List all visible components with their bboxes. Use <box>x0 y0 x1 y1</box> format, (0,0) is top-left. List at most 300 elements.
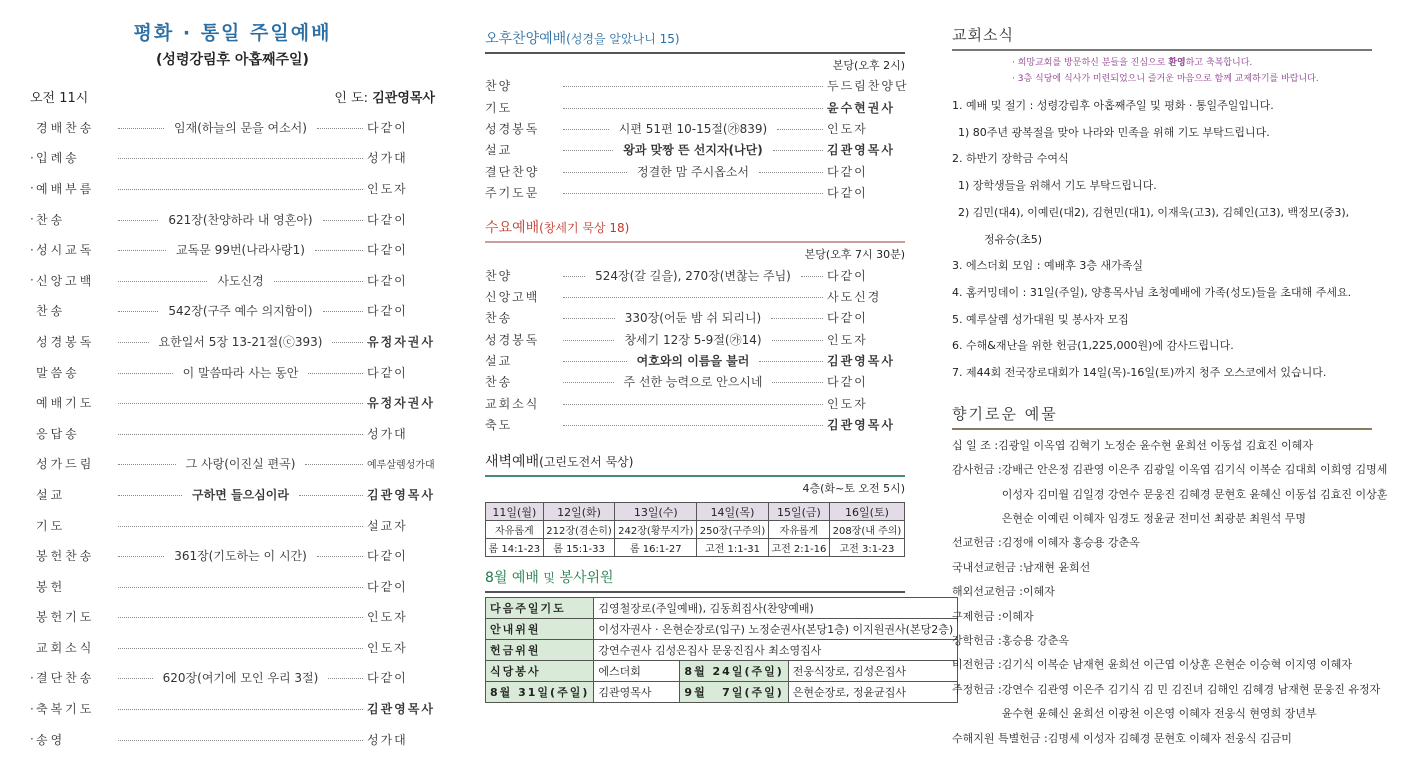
row-item: 621장(찬양하라 내 영혼아) <box>168 212 313 227</box>
offering-type: 비전헌금 : <box>952 658 1002 672</box>
sunday-service-column <box>30 0 435 776</box>
offering-names <box>1002 531 1140 555</box>
offering-row <box>952 678 1381 727</box>
row-label: 신앙고백 <box>485 289 540 304</box>
row-label: 예배기도 <box>36 396 95 411</box>
service-time-row <box>30 87 435 106</box>
news-item: 2. 하반기 장학금 수여식 <box>952 152 1069 166</box>
row-label: 교회소식 <box>36 640 95 655</box>
offering-type: 수해지원 특별헌금 : <box>952 731 1048 745</box>
volunteer-names: 강연수권사 김성은집사 문웅진집사 최소영집사 <box>594 640 958 661</box>
welcome-note <box>1012 55 1372 71</box>
offering-type: 감사헌금 : <box>952 463 1002 477</box>
dawn-service-header <box>485 451 905 477</box>
row-person: 다같이 <box>367 671 408 686</box>
row-person: 인도자 <box>827 121 868 136</box>
dawn-cell: 212장(겸손히) <box>543 521 615 539</box>
row-label: 찬양 <box>485 268 513 283</box>
row-item: 정결한 맘 주시옵소서 <box>637 164 749 179</box>
row-person: 성가대 <box>367 732 408 747</box>
row-person: 다같이 <box>827 311 868 326</box>
row-person: 다같이 <box>367 273 408 288</box>
row-item: 시편 51편 10-15절(㉮839) <box>618 121 768 136</box>
leader-dots <box>328 678 363 679</box>
row-label: 찬송 <box>36 304 66 319</box>
row-person: 인도자 <box>367 610 408 625</box>
page-subtitle: (성령강림후 아홉째주일) <box>156 52 309 68</box>
leader-dots <box>773 150 823 151</box>
volunteer-names: 김영철장로(주일예배), 김동희집사(찬양예배) <box>594 598 958 619</box>
row-label: 말씀송 <box>36 365 80 380</box>
volunteer-names: 이성자권사 · 은현순장로(입구) 노정순권사(본당1층) 이지원권사(본당2층) <box>594 619 958 640</box>
row-item: 이 말씀따라 사는 동안 <box>182 365 299 380</box>
row-bullet: · <box>30 701 34 716</box>
note1-b: 환영 <box>1168 58 1186 68</box>
dawn-title: 새벽예배 <box>485 454 540 471</box>
row-label: 성경봉독 <box>485 332 540 347</box>
order-row <box>485 307 905 328</box>
row-label: 응답송 <box>36 426 80 441</box>
order-row <box>30 234 435 265</box>
news-item: 4. 홈커밍데이 : 31일(주일), 양흥목사님 초청예배에 가족(성도)들을 초대해 주세요. <box>952 285 1352 299</box>
row-person: 다같이 <box>367 549 408 564</box>
dawn-cell: 13일(수) <box>615 503 697 521</box>
row-item: 361장(기도하는 이 시간) <box>174 549 307 564</box>
row-label: 입례송 <box>36 151 80 166</box>
offering-names <box>998 434 1313 458</box>
wednesday-service-header <box>485 217 905 243</box>
row-label: 축복기도 <box>36 702 95 717</box>
volunteer-row <box>486 640 958 661</box>
order-row <box>30 326 435 357</box>
offering-line: 김기식 이복순 남재현 윤희선 이근엽 이상훈 은현순 이승혁 이지영 이혜자 <box>1001 658 1352 672</box>
offering-names <box>1002 458 1388 531</box>
order-row <box>485 393 905 414</box>
row-label: 찬송 <box>485 311 513 326</box>
row-label: 기도 <box>485 100 513 115</box>
row-label: 성경봉독 <box>485 121 540 136</box>
leader-dots <box>563 340 614 341</box>
dawn-schedule-table <box>485 502 905 557</box>
kitchen-row <box>486 661 958 682</box>
leader-dots <box>308 373 363 374</box>
order-row <box>485 350 905 371</box>
august-volunteers-header <box>485 567 905 593</box>
leader-dots <box>118 709 363 710</box>
leader-dots <box>118 648 363 649</box>
kitchen-role: 식당봉사 <box>486 661 594 682</box>
row-label: 축도 <box>485 418 513 433</box>
leader-dots <box>563 86 823 87</box>
meal-note: · 3층 식당에 식사가 미련되었으니 즐거운 마음으로 함께 교제하기를 바랍니다. <box>1012 74 1319 84</box>
row-label: 경배찬송 <box>36 120 95 135</box>
row-bullet: · <box>30 242 34 257</box>
row-person: 다같이 <box>827 164 868 179</box>
leader-dots <box>305 464 363 465</box>
leader-dots <box>118 220 158 221</box>
news-item: 1. 예배 및 절기 : 성령강림후 아홉째주일 및 평화 · 통일주일입니다. <box>952 99 1274 112</box>
offering-type: 장학헌금 : <box>952 633 1002 647</box>
row-label: 결단찬양 <box>485 164 540 179</box>
offering-line: 김정애 이혜자 홍승용 강춘옥 <box>1001 536 1140 550</box>
dawn-cell: 16일(토) <box>829 503 904 521</box>
leader-dots <box>563 361 627 362</box>
service-leader <box>334 87 435 106</box>
leader-dots <box>563 150 613 151</box>
row-person: 김관영목사 <box>367 487 435 502</box>
offerings-list <box>952 434 1388 751</box>
order-row <box>485 118 905 139</box>
row-person: 두드림찬양단 <box>827 79 909 94</box>
order-row <box>30 357 435 388</box>
row-bullet: · <box>30 732 34 747</box>
row-item: 교독문 99번(나라사랑1) <box>176 243 305 258</box>
dawn-cell: 250장(구주의) <box>697 521 769 539</box>
leader-dots <box>759 361 823 362</box>
leader-dots <box>317 128 363 129</box>
afternoon-place: 본당(오후 2시) <box>832 59 905 72</box>
offering-names <box>1023 556 1090 580</box>
row-person: 다같이 <box>827 186 868 201</box>
row-person: 인도자 <box>367 181 408 196</box>
offering-type: 주정헌금 : <box>952 682 1002 696</box>
order-row <box>485 329 905 350</box>
kitchen-row <box>486 682 958 703</box>
order-row <box>30 540 435 571</box>
row-person: 다같이 <box>367 243 408 258</box>
dawn-cell: 롬 15:1-33 <box>543 539 615 557</box>
order-row <box>30 112 435 143</box>
news-item: 3. 에스더회 모임 : 예배후 3층 새가족실 <box>952 259 1143 273</box>
note1-c: 하고 축복합니다. <box>1185 58 1253 68</box>
afternoon-title: 오후찬양예배 <box>485 31 567 47</box>
row-person: 성가대 <box>367 151 408 166</box>
row-item: 주 선한 능력으로 안으시네 <box>623 375 763 390</box>
order-row <box>485 139 905 160</box>
dawn-cell: 15일(금) <box>768 503 829 521</box>
row-person: 유정자권사 <box>367 334 435 349</box>
row-label: 찬양 <box>485 79 513 94</box>
row-person: 김관영목사 <box>827 418 895 433</box>
page-title: 평화 · 통일 주일예배 <box>133 22 332 44</box>
offering-line: 강배근 안은정 김관영 이은주 김광일 이옥엽 김기식 이복순 김대희 이희영 김명세 <box>1001 463 1388 477</box>
row-item: 창세기 12장 5-9절(㉮14) <box>624 332 762 347</box>
row-label: 교회소식 <box>485 396 540 411</box>
order-row <box>30 571 435 602</box>
row-bullet: · <box>30 273 34 288</box>
offering-line: 강연수 김관영 이은주 김기식 김 민 김진녀 김해인 김혜경 남재현 문웅진 유정자 <box>1001 682 1381 696</box>
leader-dots <box>118 434 363 435</box>
leader-dots <box>772 382 823 383</box>
order-row <box>30 693 435 724</box>
dawn-subtitle: (고린도전서 묵상) <box>539 455 634 470</box>
row-person: 다같이 <box>367 579 408 594</box>
august-title-end: 봉사위원 <box>559 570 614 587</box>
order-row <box>485 371 905 392</box>
row-bullet: · <box>30 150 34 165</box>
offering-line: 김명세 이성자 김혜경 문현호 이혜자 전웅식 김금미 <box>1047 731 1292 745</box>
row-person: 다같이 <box>827 375 868 390</box>
offering-type: 국내선교헌금 : <box>952 560 1023 574</box>
wednesday-order <box>485 264 905 435</box>
news-item: 5. 예루살렘 성가대원 및 봉사자 모집 <box>952 312 1129 326</box>
row-person: 예루살렘성가대 <box>367 460 435 472</box>
row-person: 인도자 <box>827 332 868 347</box>
kitchen-names: 은현순장로, 정윤균집사 <box>788 682 957 703</box>
leader-dots <box>563 108 823 109</box>
leader-dots <box>118 740 363 741</box>
order-row <box>30 204 435 235</box>
leader-name: 김관영목사 <box>372 91 435 106</box>
volunteer-row <box>486 619 958 640</box>
offering-row <box>952 434 1372 458</box>
row-person: 유정자권사 <box>367 396 435 411</box>
offering-row <box>952 727 1372 751</box>
leader-dots <box>563 172 627 173</box>
offering-names <box>1002 605 1034 629</box>
order-row <box>485 264 905 285</box>
row-item: 임재(하늘의 문을 여소서) <box>174 120 307 135</box>
service-time: 오전 11시 <box>30 91 89 106</box>
other-services-column <box>485 0 954 776</box>
leader-dots <box>118 495 182 496</box>
row-label: 송영 <box>36 732 66 747</box>
offering-names <box>1048 727 1292 751</box>
row-label: 결단찬송 <box>36 671 95 686</box>
leader-dots <box>563 425 823 426</box>
leader-dots <box>563 318 615 319</box>
offering-names <box>1002 629 1069 653</box>
leader-dots <box>118 617 363 618</box>
volunteers-table <box>485 597 958 703</box>
order-row <box>30 602 435 633</box>
leader-dots <box>323 220 363 221</box>
dawn-cell: 롬 16:1-27 <box>615 539 697 557</box>
offering-line: 윤수현 윤혜신 윤희선 이광천 이은영 이혜자 전웅식 현영희 장년부 <box>1001 707 1317 721</box>
leader-dots <box>315 250 363 251</box>
dawn-row-songs <box>486 521 905 539</box>
welcome-notes <box>1012 55 1372 87</box>
offering-names <box>1023 580 1055 604</box>
row-bullet: · <box>30 670 34 685</box>
row-label: 성시교독 <box>36 243 95 258</box>
wednesday-subtitle: (창세기 묵상 18) <box>539 221 630 236</box>
row-item: 왕과 맞짱 뜬 선지자(나단) <box>623 143 763 158</box>
afternoon-order <box>485 75 909 203</box>
order-row <box>30 418 435 449</box>
row-person: 인도자 <box>367 640 408 655</box>
dawn-cell: 12일(화) <box>543 503 615 521</box>
offering-row <box>952 580 1372 604</box>
offering-type: 십 일 조 : <box>952 438 999 452</box>
leader-dots <box>118 342 149 343</box>
dawn-cell: 고전 2:1-16 <box>768 539 829 557</box>
leader-label: 인 도: <box>334 91 369 106</box>
dawn-cell: 14일(목) <box>697 503 769 521</box>
offering-line: 이성자 김미월 김일경 강연수 문웅진 김혜경 문현호 윤혜신 이동섭 김효진 이상훈 <box>1001 487 1388 501</box>
dawn-cell: 고전 1:1-31 <box>697 539 769 557</box>
news-item: 1) 80주년 광복절을 맞아 나라와 민족을 위해 기도 부탁드립니다. <box>958 125 1270 139</box>
row-item: 524장(갈 길을), 270장(변찮는 주님) <box>595 268 791 283</box>
wednesday-place: 본당(오후 7시 30분) <box>804 248 905 262</box>
order-of-worship <box>30 112 435 754</box>
leader-dots <box>299 495 363 496</box>
offering-row <box>952 629 1372 653</box>
order-row <box>30 510 435 541</box>
order-row <box>485 286 905 307</box>
august-title: 8월 예배 <box>485 570 539 587</box>
order-row <box>30 632 435 663</box>
leader-dots <box>563 193 823 194</box>
leader-dots <box>274 281 363 282</box>
leader-dots <box>118 403 363 404</box>
offering-line: 남재현 윤희선 <box>1022 560 1091 574</box>
row-label: 예배부름 <box>36 181 95 196</box>
note1-a: · 희망교회를 방문하신 분들을 진심으로 <box>1012 58 1169 68</box>
row-label: 설교 <box>485 143 513 158</box>
row-person: 사도신경 <box>827 289 882 304</box>
leader-dots <box>118 128 164 129</box>
offering-type: 해외선교헌금 : <box>952 585 1023 599</box>
order-row <box>30 296 435 327</box>
order-row <box>485 182 905 203</box>
volunteer-role: 헌금위원 <box>486 640 594 661</box>
dawn-cell: 242장(황무지가) <box>615 521 697 539</box>
church-news-title: 교회소식 <box>952 24 1372 51</box>
row-label: 봉헌기도 <box>36 610 95 625</box>
row-item: 620장(여기에 모인 우리 3절) <box>162 671 319 686</box>
leader-dots <box>118 373 173 374</box>
leader-dots <box>563 276 585 277</box>
row-label: 봉헌찬송 <box>36 549 95 564</box>
offering-line: 이혜자 <box>1001 609 1034 623</box>
order-row <box>30 479 435 510</box>
order-row <box>30 143 435 174</box>
kitchen-date: 8월 31일(주일) <box>486 682 594 703</box>
order-row <box>485 75 909 96</box>
offering-line: 은현순 이예린 이혜자 임경도 정윤균 전미선 최광분 최원석 무명 <box>1001 511 1306 525</box>
volunteer-row <box>486 598 958 619</box>
row-label: 봉헌 <box>36 579 66 594</box>
offering-type: 구제헌금 : <box>952 609 1002 623</box>
wednesday-title: 수요예배 <box>485 220 540 237</box>
order-row <box>485 414 905 435</box>
afternoon-service-header <box>485 28 905 54</box>
order-row <box>30 173 435 204</box>
row-item: 여호와의 이름을 불러 <box>636 354 750 369</box>
church-news-column <box>952 0 1388 776</box>
dawn-cell: 자유롭게 <box>768 521 829 539</box>
offering-names <box>1002 678 1381 727</box>
row-item: 구하면 들으심이라 <box>192 487 289 502</box>
dawn-cell: 자유롭게 <box>486 521 544 539</box>
row-person: 다같이 <box>827 268 868 283</box>
row-item: 그 사랑(이진실 편곡) <box>185 457 296 472</box>
row-person: 다같이 <box>367 120 408 135</box>
leader-dots <box>118 556 164 557</box>
leader-dots <box>332 342 363 343</box>
order-row <box>485 96 905 117</box>
offering-line: 홍승용 강춘옥 <box>1001 633 1069 647</box>
offering-row <box>952 605 1372 629</box>
leader-dots <box>118 311 158 312</box>
order-row <box>485 161 905 182</box>
leader-dots <box>118 526 363 527</box>
news-item: 정유승(초5) <box>984 232 1043 246</box>
offering-row <box>952 531 1372 555</box>
offering-type: 선교헌금 : <box>952 536 1002 550</box>
row-person: 다같이 <box>367 212 408 227</box>
dawn-cell: 208장(내 주의) <box>829 521 904 539</box>
row-bullet: · <box>30 212 34 227</box>
kitchen-names: 에스더회 <box>594 661 680 682</box>
row-person: 성가대 <box>367 426 408 441</box>
kitchen-names: 김관영목사 <box>594 682 680 703</box>
row-item: 330장(어둔 밤 쉬 되리니) <box>624 311 762 326</box>
leader-dots <box>118 250 166 251</box>
row-item: 사도신경 <box>217 273 264 288</box>
news-items <box>952 93 1372 387</box>
leader-dots <box>317 556 363 557</box>
order-row <box>30 663 435 694</box>
news-item: 7. 제44회 전국장로대회가 14일(목)-16일(토)까지 청주 오스코에서 있습니다. <box>952 366 1327 380</box>
row-person: 설교자 <box>367 518 408 533</box>
leader-dots <box>118 464 176 465</box>
leader-dots <box>563 297 823 298</box>
row-label: 찬송 <box>36 212 66 227</box>
kitchen-date: 8월 24일(주일) <box>680 661 788 682</box>
row-person: 다같이 <box>367 365 408 380</box>
offering-names <box>1002 653 1352 677</box>
leader-dots <box>118 189 363 190</box>
dawn-cell: 롬 14:1-23 <box>486 539 544 557</box>
row-person: 윤수현권사 <box>827 100 895 115</box>
row-person: 김관영목사 <box>827 143 895 158</box>
order-row <box>30 387 435 418</box>
leader-dots <box>801 276 823 277</box>
offerings-title: 향기로운 예물 <box>952 403 1372 430</box>
news-item: 6. 수해&재난을 위한 헌금(1,225,000원)에 감사드립니다. <box>952 339 1234 353</box>
news-item: 1) 장학생들을 위해서 기도 부탁드립니다. <box>958 179 1157 193</box>
row-person: 김관영목사 <box>827 354 895 369</box>
volunteer-role: 안내위원 <box>486 619 594 640</box>
dawn-place: 4층(화~토 오전 5시) <box>802 482 905 496</box>
leader-dots <box>118 678 153 679</box>
order-row <box>30 449 435 480</box>
row-label: 주기도문 <box>485 186 540 201</box>
leader-dots <box>563 129 609 130</box>
leader-dots <box>323 311 363 312</box>
news-item: 2) 김민(대4), 이예린(대2), 김현민(대1), 이재욱(고3), 김혜인(고3), 백정모(중3), <box>958 205 1350 219</box>
offering-line: 김광일 이옥엽 김혁기 노정순 윤수현 윤희선 이동섭 김효진 이혜자 <box>998 438 1313 452</box>
row-label: 설교 <box>485 354 513 369</box>
leader-dots <box>118 158 363 159</box>
leader-dots <box>563 404 823 405</box>
row-label: 찬송 <box>485 375 513 390</box>
dawn-cell: 고전 3:1-23 <box>829 539 904 557</box>
row-bullet: · <box>30 181 34 196</box>
row-label: 성가드림 <box>36 457 95 472</box>
leader-dots <box>771 318 823 319</box>
order-row <box>30 724 435 755</box>
leader-dots <box>777 129 823 130</box>
kitchen-names: 전웅식장로, 김성은집사 <box>788 661 957 682</box>
order-row <box>30 265 435 296</box>
row-item: 요한일서 5장 13-21절(ⓒ393) <box>158 334 323 349</box>
leader-dots <box>118 587 363 588</box>
row-person: 김관영목사 <box>367 702 435 717</box>
leader-dots <box>563 382 614 383</box>
